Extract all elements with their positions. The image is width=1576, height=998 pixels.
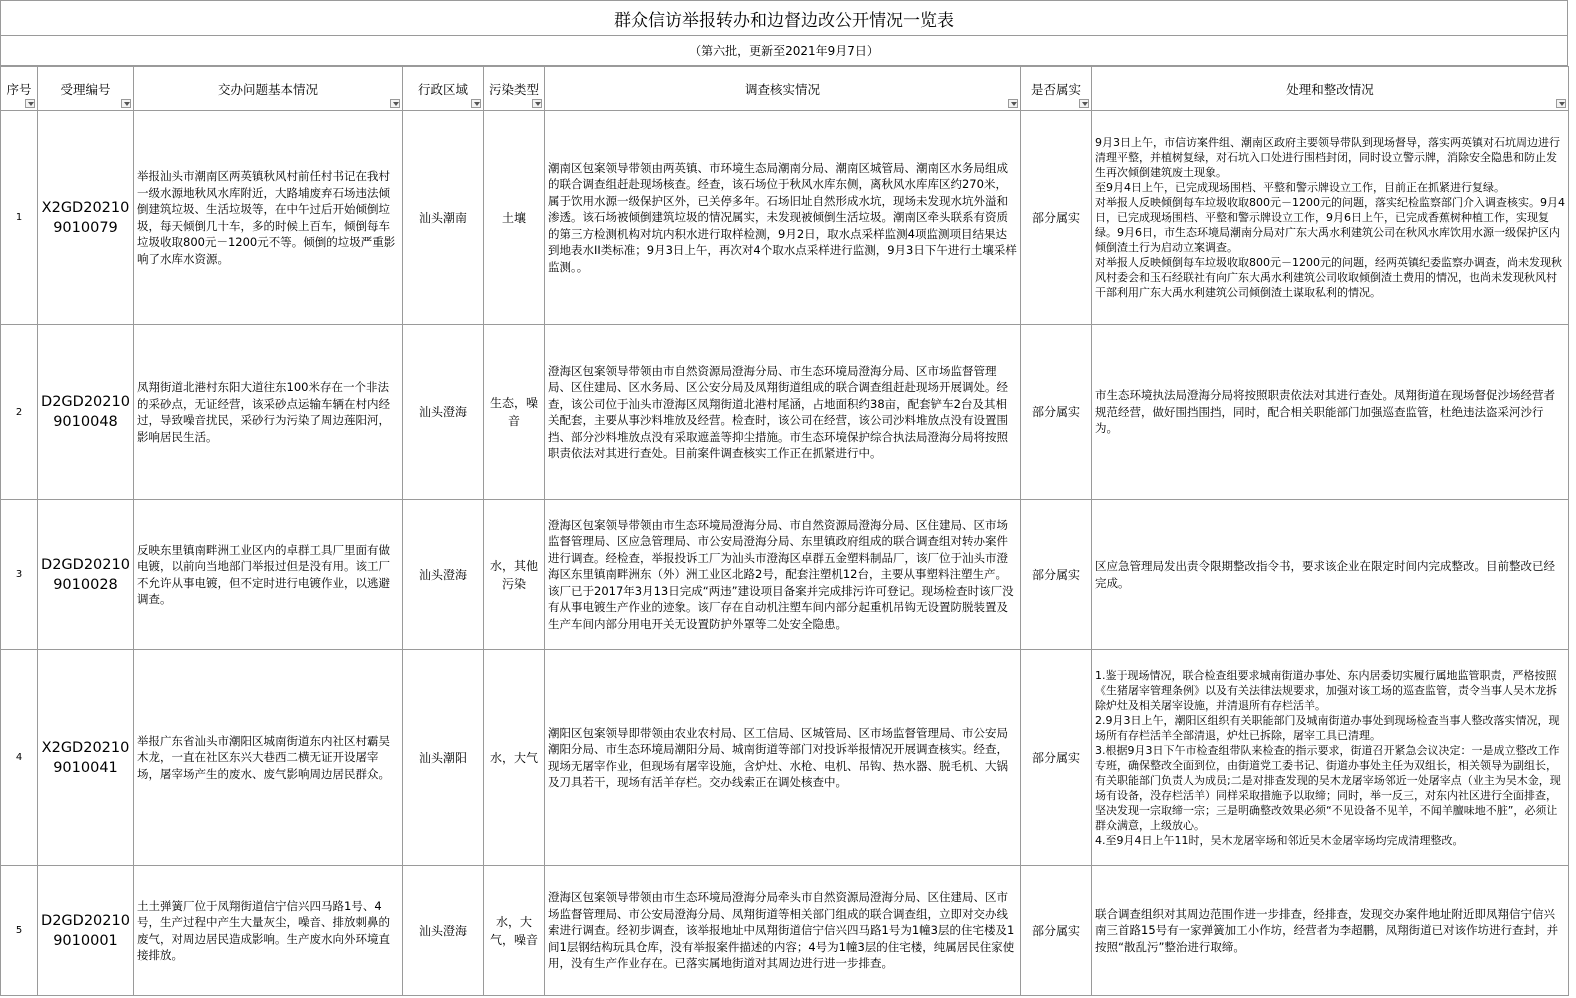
cell-issue[interactable]: 土土弹簧厂位于凤翔街道信宁信兴四马路1号、4号，生产过程中产生大量灰尘，噪音、排放刺鼻的废气，对周边居民造成影响。生产废水向外环境直接排放。 [134, 866, 403, 996]
cell-region[interactable]: 汕头澄海 [403, 866, 484, 996]
table-row [1, 111, 1569, 325]
cell-investigation[interactable]: 澄海区包案领导带领由市生态环境局澄海分局牵头市自然资源局澄海分局、区住建局、区市场监督管理局、市公安局澄海分局、凤翔街道等相关部门组成的联合调查组，立即对交办线索进行调查。经初步调查，该举报地址中凤翔街道信宁信兴四马路1号为1幢3层的住宅楼及1间1层钢结构玩具仓库，没有举报案件描述的内容；4号为1幢3层的住宅楼，纯属居民住家使用，没有生产作业存在。已落实属地街道对其周边进行进一步排查。 [545, 866, 1021, 996]
filter-dropdown-icon[interactable] [1556, 99, 1566, 108]
cell-pollution[interactable]: 水，大气，噪音 [484, 866, 545, 996]
col-header-issue: 交办问题基本情况 [134, 67, 403, 111]
cell-text-line: 1.鉴于现场情况，联合检查组要求城南街道办事处、东内居委切实履行属地监管职责，严格按照《生猪屠宰管理条例》以及有关法律法规要求，加强对该工场的巡查监管，责令当事人吴木龙拆除炉灶及相关屠宰设施，并清退所有存栏活羊。 [1095, 668, 1557, 712]
col-header-verified: 是否属实 [1021, 67, 1092, 111]
cell-pollution[interactable]: 生态，噪音 [484, 325, 545, 500]
col-header-seq: 序号 [1, 67, 38, 111]
cell-issue[interactable]: 举报广东省汕头市潮阳区城南街道东内社区村霸吴木龙，一直在社区东兴大巷西二横无证开设屠宰场，屠宰场产生的废水、废气影响周边居民群众。 [134, 650, 403, 866]
cell-code[interactable]: D2GD202109010048 [38, 325, 134, 500]
cell-text-line: 2.9月3日上午，潮阳区组织有关职能部门及城南街道办事处到现场检查当事人整改落实情况，现场所有存栏活羊全部清退，炉灶已拆除，屠宰工具已清理。 [1095, 713, 1560, 742]
filter-dropdown-icon[interactable] [25, 99, 35, 108]
cell-code[interactable]: D2GD202109010028 [38, 500, 134, 650]
cell-verified[interactable]: 部分属实 [1021, 866, 1092, 996]
cell-issue[interactable]: 凤翔街道北港村东阳大道往东100米存在一个非法的采砂点，无证经营，该采砂点运输车辆在村内经过，导致噪音扰民，采砂行为污染了周边莲阳河，影响居民生活。 [134, 325, 403, 500]
cell-investigation[interactable]: 澄海区包案领导带领由市自然资源局澄海分局、市生态环境局澄海分局、区市场监督管理局、区住建局、区水务局、区公安分局及凤翔街道组成的联合调查组赶赴现场开展调处。经查，该公司位于汕头市澄海区凤翔街道北港村尾涵，占地面积约38亩，配套铲车2台及其相关配套，主要从事沙料堆放及经营。检查时，该公司在经营，该公司沙料堆放点没有设置围挡、部分沙料堆放点没有采取遮盖等抑尘措施。市生态环境保护综合执法局澄海分局将按照职责依法对其进行查处。目前案件调查核实工作正在抓紧进行中。 [545, 325, 1021, 500]
cell-region[interactable]: 汕头潮南 [403, 111, 484, 325]
cell-verified[interactable]: 部分属实 [1021, 325, 1092, 500]
cell-issue[interactable]: 反映东里镇南畔洲工业区内的卓群工具厂里面有做电镀，以前向当地部门举报过但是没有用。该工厂不允许从事电镀，但不定时进行电镀作业，以逃避调查。 [134, 500, 403, 650]
cell-handling[interactable] [1092, 650, 1569, 866]
cell-code[interactable]: D2GD202109010001 [38, 866, 134, 996]
cell-text-line: 市生态环境执法局澄海分局将按照职责依法对其进行查处。凤翔街道在现场督促沙场经营者规范经营，做好围挡围挡，同时，配合相关职能部门加强巡查监管，杜绝违法盗采河沙行为。 [1095, 388, 1555, 436]
col-header-pollution: 污染类型 [484, 67, 545, 111]
filter-dropdown-icon[interactable] [390, 99, 400, 108]
cell-text-line: 联合调查组织对其周边范围作进一步排查，经排查，发现交办案件地址附近即凤翔信宁信兴南三首路15号有一家弹簧加工小作坊，经营者为李超鹏，凤翔街道已对该作坊进行查封，并按照“散乱污”整治进行取缔。 [1095, 906, 1559, 954]
cell-verified[interactable]: 部分属实 [1021, 111, 1092, 325]
cell-investigation[interactable]: 潮阳区包案领导即带领由农业农村局、区工信局、区城管局、区市场监督管理局、市公安局潮阳分局、市生态环境局潮阳分局、城南街道等部门对投诉举报情况开展调查核实。经查，现场无屠宰作业，但现场有屠宰设施，含炉灶、水枪、电机、吊钩、热水器、脱毛机、大锅及刀具若干，现场有活羊存栏。交办线索正在调处核查中。 [545, 650, 1021, 866]
cell-region[interactable]: 汕头潮阳 [403, 650, 484, 866]
filter-dropdown-icon[interactable] [471, 99, 481, 108]
cell-seq[interactable]: 2 [1, 325, 38, 500]
col-header-handling: 处理和整改情况 [1092, 67, 1569, 111]
cell-text-line: 对举报人反映倾倒每车垃圾收取800元－1200元的问题，落实纪检监察部门介入调查核实。9月4日，已完成现场围档、平整和警示牌设立工作，9月6日上午，已完成香蕉树种植工作，实现复绿。9月6日，市生态环境局潮南分局对广东大禹水利建筑公司在秋风水库饮用水源一级保护区内倾倒渣土行为启动立案调查。 [1095, 196, 1565, 254]
cell-seq[interactable]: 5 [1, 866, 38, 996]
cell-seq[interactable]: 1 [1, 111, 38, 325]
cell-investigation[interactable]: 澄海区包案领导带领由市生态环境局澄海分局、市自然资源局澄海分局、区住建局、区市场监督管理局、区应急管理局、市公安局澄海分局、东里镇政府组成的联合调查组对转办案件进行调查。经检查，举报投诉工厂为汕头市澄海区卓群五金塑料制品厂，该厂位于汕头市澄海区东里镇南畔洲东（外）洲工业区北路2号，配套注塑机12台，主要从事塑料注塑生产。该厂已于2017年3月13日完成“两违”建设项目备案并完成排污许可登记。现场检查时该厂没有从事电镀生产作业的迹象。该厂存在自动机注塑车间内部分起重机吊钩无设置防脱装置及生产车间内部分用电开关无设置防护外罩等二处安全隐患。 [545, 500, 1021, 650]
table-row [1, 500, 1569, 650]
cell-text-line: 区应急管理局发出责令限期整改指令书，要求该企业在限定时间内完成整改。目前整改已经完成。 [1095, 559, 1555, 590]
data-table [0, 66, 1569, 996]
cell-handling[interactable] [1092, 325, 1569, 500]
cell-seq[interactable]: 4 [1, 650, 38, 866]
cell-issue[interactable]: 举报汕头市潮南区两英镇秋风村前任村书记在我村一级水源地秋风水库附近，大路埔废弃石场违法倾倒建筑垃圾、生活垃圾等，在中午过后开始倾倒垃圾，每天倾倒几十车，多的时候上百车，倾倒每车垃圾收取800元－1200元不等。倾倒的垃圾严重影响了水库水资源。 [134, 111, 403, 325]
cell-verified[interactable]: 部分属实 [1021, 500, 1092, 650]
cell-text-line: 对举报人反映倾倒每车垃圾收取800元－1200元的问题，经两英镇纪委监察办调查，尚未发现秋风村委会和玉石经联社有向广东大禹水利建筑公司收取倾倒渣土费用的情况，也尚未发现秋风村干部利用广东大禹水利建筑公司倾倒渣土谋取私利的情况。 [1095, 256, 1562, 299]
sheet-title: 群众信访举报转办和边督边改公开情况一览表 [0, 0, 1568, 36]
cell-text-line: 9月3日上午，市信访案件组、潮南区政府主要领导带队到现场督导，落实两英镇对石坑周边进行清理平整，并植树复绿，对石坑入口处进行围档封闭，同时设立警示牌，消除安全隐患和防止发生再次倾倒建筑废土现象。 [1095, 136, 1560, 179]
cell-handling[interactable] [1092, 500, 1569, 650]
col-header-region: 行政区域 [403, 67, 484, 111]
table-row [1, 325, 1569, 500]
cell-pollution[interactable]: 土壤 [484, 111, 545, 325]
cell-pollution[interactable]: 水，大气 [484, 650, 545, 866]
cell-seq[interactable]: 3 [1, 500, 38, 650]
cell-region[interactable]: 汕头澄海 [403, 500, 484, 650]
table-row [1, 650, 1569, 866]
cell-text-line: 至9月4日上午，已完成现场围档、平整和警示牌设立工作，目前正在抓紧进行复绿。 [1095, 181, 1505, 194]
sheet-subtitle: （第六批，更新至2021年9月7日） [0, 36, 1568, 66]
cell-text-line: 3.根据9月3日下午市检查组带队来检查的指示要求，街道召开紧急会议决定：一是成立整改工作专班，确保整改全面到位，由街道党工委书记、街道办事处主任为双组长，相关领导为副组长，有关职能部门负责人为成员;二是对排查发现的吴木龙屠宰场邻近一处屠宰点（业主为吴木金，现场有设备，没存栏活羊）同样采取措施予以取缔；同时，举一反三，对东内社区进行全面排查，坚决发现一宗取缔一宗；三是明确整改效果必须“不见设备不见羊，不闻羊膻味地不脏”，必须让群众满意，上级放心。 [1095, 743, 1561, 832]
cell-handling[interactable] [1092, 866, 1569, 996]
col-header-investigation: 调查核实情况 [545, 67, 1021, 111]
cell-verified[interactable]: 部分属实 [1021, 650, 1092, 866]
table-row [1, 866, 1569, 996]
cell-code[interactable]: X2GD202109010079 [38, 111, 134, 325]
cell-investigation[interactable]: 潮南区包案领导带领由两英镇、市环境生态局潮南分局、潮南区城管局、潮南区水务局组成的联合调查组赶赴现场核查。经查，该石场位于秋风水库东侧，离秋风水库库区约270米，属于饮用水源一级保护区外，已关停多年。石场旧址自然形成水坑，现场未发现水坑外溢和渗透。该石场被倾倒建筑垃圾的情况属实，未发现被倾倒生活垃圾。潮南区牵头联系有资质的第三方检测机构对坑内积水进行取样检测，9月2日，取水点采样监测4项监测项目结果达到地表水II类标准；9月3日上午，再次对4个取水点采样进行监测，9月3日下午进行土壤采样监测。。 [545, 111, 1021, 325]
header-row [1, 67, 1569, 111]
cell-region[interactable]: 汕头澄海 [403, 325, 484, 500]
cell-code[interactable]: X2GD202109010041 [38, 650, 134, 866]
col-header-code: 受理编号 [38, 67, 134, 111]
filter-dropdown-icon[interactable] [1008, 99, 1018, 108]
cell-text-line: 4.至9月4日上午11时，吴木龙屠宰场和邻近吴木金屠宰场均完成清理整改。 [1095, 833, 1464, 847]
filter-dropdown-icon[interactable] [1079, 99, 1089, 108]
filter-dropdown-icon[interactable] [532, 99, 542, 108]
filter-dropdown-icon[interactable] [121, 99, 131, 108]
cell-pollution[interactable]: 水，其他污染 [484, 500, 545, 650]
cell-handling[interactable] [1092, 111, 1569, 325]
